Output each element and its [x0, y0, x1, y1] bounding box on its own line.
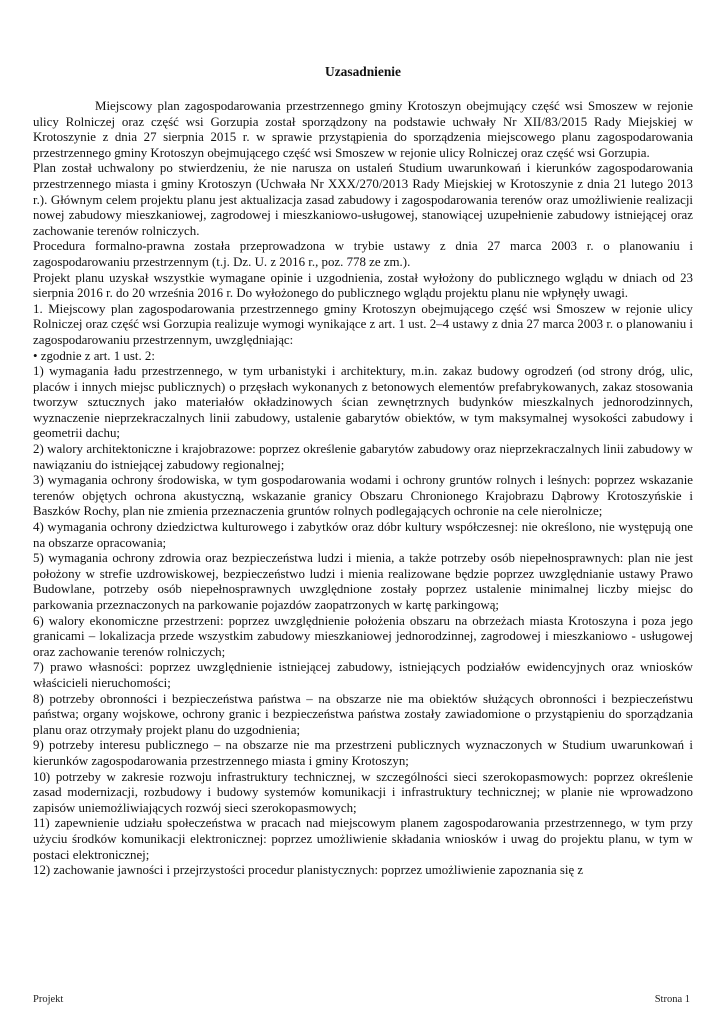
document-page [33, 64, 693, 879]
list-item-9: 9) potrzeby interesu publicznego – na obszarze nie ma przestrzeni publicznych wyznaczonych w Studium uwarunkowań i kierunków zagospodarowania przestrzennego miasta i gminy Krotoszyn; [33, 738, 693, 768]
list-item-1: 1) wymagania ładu przestrzennego, w tym urbanistyki i architektury, m.in. zakaz budowy ogrodzeń (od strony dróg, ulic, placów i innych miejsc publicznych) o przęsłach wykonanych z betonowych elementów prefabrykowanych, zakaz stosowania tworzyw sztucznych jako materiałów okładzinowych ścian zewnętrznych budynków mieszkalnych jednorodzinnych, wyznaczenie nieprzekraczalnych linii zabudowy, ustalenie gabarytów obiektów, w tym maksymalnej wysokości zabudowy i geometrii dachu; [33, 364, 693, 441]
list-item-8: 8) potrzeby obronności i bezpieczeństwa państwa – na obszarze nie ma obiektów służących obronności i bezpieczeństwu państwa; organy wojskowe, ochrony granic i bezpieczeństwa państwa zostały zawiadomione o przystąpieniu do sporządzania planu oraz otrzymały projekt planu do uzgodnienia; [33, 691, 693, 737]
list-item-12: 12) zachowanie jawności i przejrzystości procedur planistycznych: poprzez umożliwienie zapoznania się z [33, 863, 584, 878]
paragraph-intro: Miejscowy plan zagospodarowania przestrzennego gminy Krotoszyn obejmujący część wsi Smoszew w rejonie ulicy Rolniczej oraz część wsi Gorzupia został sporządzony na podstawie uchwały Nr XII/83/2015 Rady Miejskiej w Krotoszynie z dnia 27 sierpnia 2015 r. w sprawie przystąpienia do sporządzenia miejscowego planu zagospodarowania przestrzennego gminy Krotoszyn obejmującego część wsi Smoszew w rejonie ulicy Rolniczej oraz część wsi Gorzupia. [33, 99, 693, 160]
list-item-2: 2) walory architektoniczne i krajobrazowe: poprzez określenie gabarytów zabudowy oraz nieprzekraczalnych linii zabudowy w nawiązaniu do istniejącej zabudowy regionalnej; [33, 442, 693, 472]
document-title: Uzasadnienie [325, 64, 401, 79]
list-item-10: 10) potrzeby w zakresie rozwoju infrastruktury technicznej, w szczególności sieci szerokopasmowych: poprzez określenie zasad modernizacji, rozbudowy i budowy systemów komunikacji i infrastruktury technicznej; w planie nie wprowadzono zapisów uniemożliwiających rozwój sieci szerokopasmowych; [33, 769, 693, 815]
paragraph-requirements: 1. Miejscowy plan zagospodarowania przestrzennego gminy Krotoszyn obejmującego część wsi Smoszew w rejonie ulicy Rolniczej oraz część wsi Gorzupia realizuje wymogi wynikające z art. 1 ust. 2–4 ustawy z dnia 27 marca 2003 r. o planowaniu i zagospodarowaniu przestrzennym, uwzględniając: [33, 301, 693, 347]
list-item-5: 5) wymagania ochrony zdrowia oraz bezpieczeństwa ludzi i mienia, a także potrzeby osób niepełnosprawnych: plan nie jest położony w strefie uzdrowiskowej, bezpieczeństwo ludzi i mienia realizowane będzie poprzez uwzględnianie ustawy Prawo Budowlane, potrzeby osób niepełnosprawnych uwzględnione zostały poprzez ustalenie minimalnej liczby miejsc do parkowania przeznaczonych na parkowanie pojazdów zaopatrzonych w kartę parkingową; [33, 551, 693, 612]
list-item-6: 6) walory ekonomiczne przestrzeni: poprzez uwzględnienie położenia obszaru na obrzeżach miasta Krotoszyna i poza jego granicami – lokalizacja przede wszystkim zabudowy mieszkaniowej jednorodzinnej, zagrodowej i mieszkaniowo - usługowej oraz zachowanie terenów rolniczych; [33, 613, 693, 659]
paragraph-bullet: • zgodnie z art. 1 ust. 2: [33, 348, 155, 363]
footer-project-label: Projekt [33, 994, 64, 1005]
list-item-7: 7) prawo własności: poprzez uwzględnienie istniejącej zabudowy, istniejących podziałów ewidencyjnych oraz wniosków właścicieli nieruchomości; [33, 660, 693, 690]
paragraph-procedure: Procedura formalno-prawna została przeprowadzona w trybie ustawy z dnia 27 marca 2003 r. o planowaniu i zagospodarowaniu przestrzennym (t.j. Dz. U. z 2016 r., poz. 778 ze zm.). [33, 239, 693, 269]
paragraph-plan-adoption: Plan został uchwalony po stwierdzeniu, że nie narusza on ustaleń Studium uwarunkowań i kierunków zagospodarowania przestrzennego miasta i gminy Krotoszyn (Uchwała Nr XXX/270/2013 Rady Miejskiej w Krotoszynie z dnia 21 lutego 2013 r.). Głównym celem projektu planu jest aktualizacja zasad zabudowy i zagospodarowania terenów oraz umożliwienie realizacji nowej zabudowy mieszkaniowej, zagrodowej i mieszkaniowo-usługowej, stanowiącej uzupełnienie zabudowy istniejącej oraz zachowanie terenów rolniczych. [33, 161, 693, 238]
list-item-11: 11) zapewnienie udziału społeczeństwa w pracach nad miejscowym planem zagospodarowania przestrzennego, w tym przy użyciu środków komunikacji elektronicznej: poprzez umożliwienie składania wniosków i uwag do projektu planu, w tym w postaci elektronicznej; [33, 816, 693, 862]
paragraph-consultation: Projekt planu uzyskał wszystkie wymagane opinie i uzgodnienia, został wyłożony do publicznego wglądu w dniach od 23 sierpnia 2016 r. do 20 września 2016 r. Do wyłożonego do publicznego wglądu projektu planu nie wpłynęły uwagi. [33, 270, 693, 301]
list-item-4: 4) wymagania ochrony dziedzictwa kulturowego i zabytków oraz dóbr kultury współczesnej: nie określono, nie występują one na obszarze opracowania; [33, 520, 693, 550]
footer-page-number: Strona 1 [654, 994, 690, 1005]
list-item-3: 3) wymagania ochrony środowiska, w tym gospodarowania wodami i ochrony gruntów rolnych i leśnych: poprzez wskazanie terenów objętych ochrona akustyczną, wskazanie granicy Obszaru Chronionego Krajobrazu Dąbrowy Krotoszyńskie i Baszków Rochy, plan nie zmienia przeznaczenia gruntów rolnych podlegających ochronie na cele nierolnicze; [33, 473, 693, 519]
